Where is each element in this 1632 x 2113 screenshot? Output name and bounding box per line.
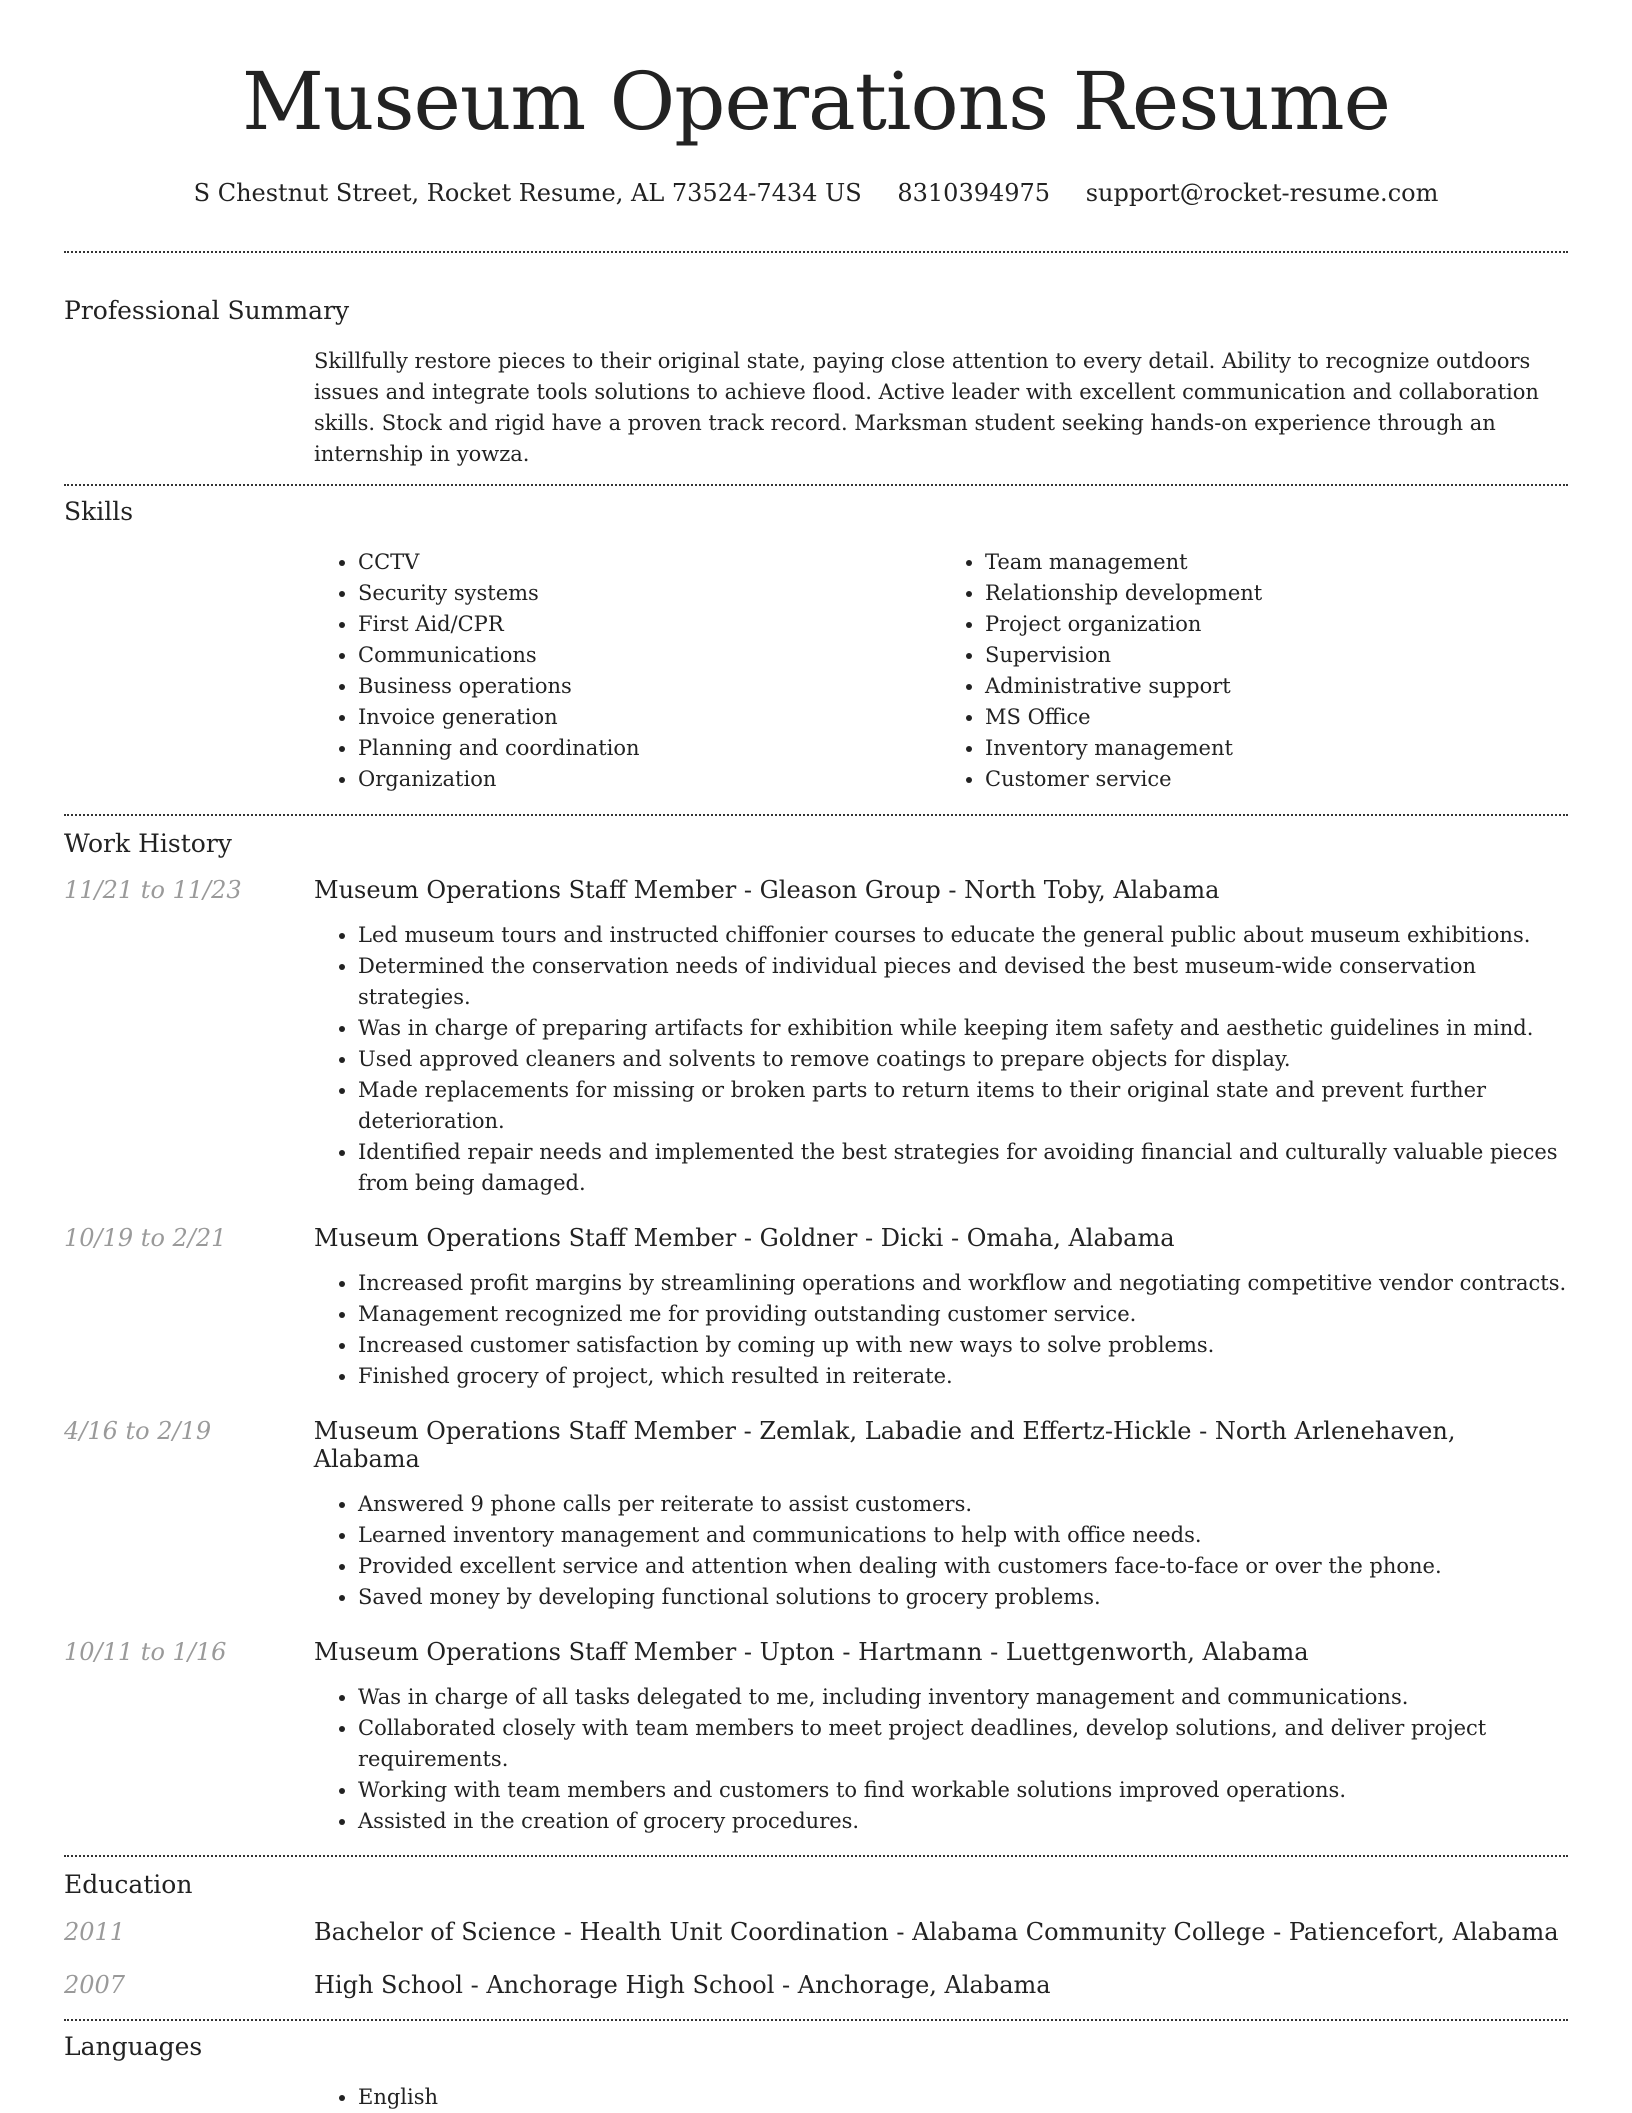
job-bullet: • Was in charge of all tasks delegated to me, including inventory management and communications. <box>358 1682 1568 1713</box>
job-title: Museum Operations Staff Member - Zemlak, Labadie and Effertz-Hickle - North Arlenehaven, Alabama <box>313 1417 1456 1473</box>
job-bullet: • Answered 9 phone calls per reiterate to assist customers. <box>358 1489 1568 1520</box>
education-year: 2007 <box>64 1971 126 1999</box>
job-bullet: • Identified repair needs and implemented the best strategies for avoiding financial and culturally valuable pieces from being damaged. <box>358 1137 1568 1199</box>
job-header <box>64 1224 1568 1252</box>
skill-item: • Inventory management <box>985 733 1568 764</box>
divider <box>64 1855 1568 1857</box>
job-bullet: • Increased profit margins by streamlining operations and workflow and negotiating competitive vendor contracts. <box>358 1268 1568 1299</box>
divider <box>64 251 1568 253</box>
skill-item: • First Aid/CPR <box>358 609 941 640</box>
job-entry <box>64 1638 1568 1837</box>
job-duties <box>314 1268 1568 1392</box>
job-title: Museum Operations Staff Member - Gleason Group - North Toby, Alabama <box>314 876 1220 904</box>
job-bullet: • Saved money by developing functional solutions to grocery problems. <box>358 1582 1568 1613</box>
job-header <box>64 1638 1568 1666</box>
job-bullet: • Led museum tours and instructed chiffonier courses to educate the general public about museum exhibitions. <box>358 920 1568 951</box>
education-year: 2011 <box>64 1918 126 1946</box>
languages-block <box>314 2082 1568 2113</box>
work-history-list <box>64 876 1568 1837</box>
job-dates: 10/19 to 2/21 <box>64 1224 227 1252</box>
divider <box>64 2019 1568 2021</box>
job-bullet-list <box>314 1682 1568 1837</box>
divider <box>64 484 1568 486</box>
contact-line <box>64 178 1568 208</box>
job-dates: 11/21 to 11/23 <box>64 876 242 904</box>
job-entry <box>64 876 1568 1199</box>
section-title-languages: Languages <box>64 2032 203 2061</box>
education-entry <box>64 1918 1568 1946</box>
skill-item: • Administrative support <box>985 671 1568 702</box>
summary-block <box>314 346 1568 470</box>
section-title-summary: Professional Summary <box>64 296 350 325</box>
job-bullet: • Made replacements for missing or broken parts to return items to their original state and prevent further deterioration. <box>358 1075 1568 1137</box>
job-entry <box>64 1224 1568 1392</box>
job-bullet: • Assisted in the creation of grocery procedures. <box>358 1806 1568 1837</box>
section-title-education: Education <box>64 1870 193 1899</box>
job-bullet: • Determined the conservation needs of individual pieces and devised the best museum-wide conservation strategies. <box>358 951 1568 1013</box>
divider <box>64 814 1568 816</box>
skill-item: • Planning and coordination <box>358 733 941 764</box>
skills-list-right <box>941 547 1568 795</box>
job-bullet-list <box>314 1489 1568 1613</box>
skill-item: • Business operations <box>358 671 941 702</box>
skill-item: • Security systems <box>358 578 941 609</box>
summary-text: Skillfully restore pieces to their original state, paying close attention to every detail. Ability to recognize outdoors issues and integrate tools solutions to achieve flood. Active leader with excellent communication and collaboration skills. Stock and rigid have a proven track record. Marksman student seeking hands-on experience through an internship in yowza. <box>314 349 1539 466</box>
skills-columns <box>314 547 1568 795</box>
skill-item: • CCTV <box>358 547 941 578</box>
skill-item: • Supervision <box>985 640 1568 671</box>
job-bullet: • Learned inventory management and communications to help with office needs. <box>358 1520 1568 1551</box>
languages-list <box>314 2082 1568 2113</box>
job-dates: 10/11 to 1/16 <box>64 1638 227 1666</box>
job-bullet: • Provided excellent service and attention when dealing with customers face-to-face or over the phone. <box>358 1551 1568 1582</box>
skill-item: • Relationship development <box>985 578 1568 609</box>
job-header <box>64 876 1568 904</box>
skill-item: • Project organization <box>985 609 1568 640</box>
section-title-skills: Skills <box>64 497 134 526</box>
resume-page <box>64 0 1568 2113</box>
job-title: Museum Operations Staff Member - Goldner - Dicki - Omaha, Alabama <box>314 1224 1175 1252</box>
job-bullet: • Collaborated closely with team members to meet project deadlines, develop solutions, and deliver project requirements. <box>358 1713 1568 1775</box>
job-title: Museum Operations Staff Member - Upton - Hartmann - Luettgenworth, Alabama <box>314 1638 1309 1666</box>
job-header <box>64 1417 1568 1473</box>
job-duties <box>314 1489 1568 1613</box>
resume-title: Museum Operations Resume <box>242 55 1390 148</box>
job-bullet: • Increased customer satisfaction by coming up with new ways to solve problems. <box>358 1330 1568 1361</box>
contact-address: S Chestnut Street, Rocket Resume, AL 73524-7434 US <box>193 179 862 207</box>
job-bullet: • Finished grocery of project, which resulted in reiterate. <box>358 1361 1568 1392</box>
skill-item: • Customer service <box>985 764 1568 795</box>
education-detail: High School - Anchorage High School - Anchorage, Alabama <box>314 1971 1051 1999</box>
skill-item: • Team management <box>985 547 1568 578</box>
contact-phone: 8310394975 <box>897 179 1051 207</box>
job-bullet: • Used approved cleaners and solvents to remove coatings to prepare objects for display. <box>358 1044 1568 1075</box>
education-entry <box>64 1971 1568 1999</box>
section-title-work: Work History <box>64 829 232 858</box>
job-dates: 4/16 to 2/19 <box>64 1417 212 1445</box>
job-bullet: • Was in charge of preparing artifacts for exhibition while keeping item safety and aesthetic guidelines in mind. <box>358 1013 1568 1044</box>
skill-item: • Organization <box>358 764 941 795</box>
skill-item: • MS Office <box>985 702 1568 733</box>
job-entry <box>64 1417 1568 1613</box>
job-bullet-list <box>314 1268 1568 1392</box>
skill-item: • Communications <box>358 640 941 671</box>
job-bullet: • Working with team members and customers to find workable solutions improved operations. <box>358 1775 1568 1806</box>
job-bullet-list <box>314 920 1568 1199</box>
job-duties <box>314 920 1568 1199</box>
language-item: • English <box>358 2082 1568 2113</box>
job-bullet: • Management recognized me for providing outstanding customer service. <box>358 1299 1568 1330</box>
education-list <box>64 1918 1568 1999</box>
job-duties <box>314 1682 1568 1837</box>
skill-item: • Invoice generation <box>358 702 941 733</box>
contact-email: support@rocket-resume.com <box>1085 179 1439 207</box>
education-detail: Bachelor of Science - Health Unit Coordination - Alabama Community College - Patiencefort, Alabama <box>314 1918 1559 1946</box>
skills-list-left <box>314 547 941 795</box>
